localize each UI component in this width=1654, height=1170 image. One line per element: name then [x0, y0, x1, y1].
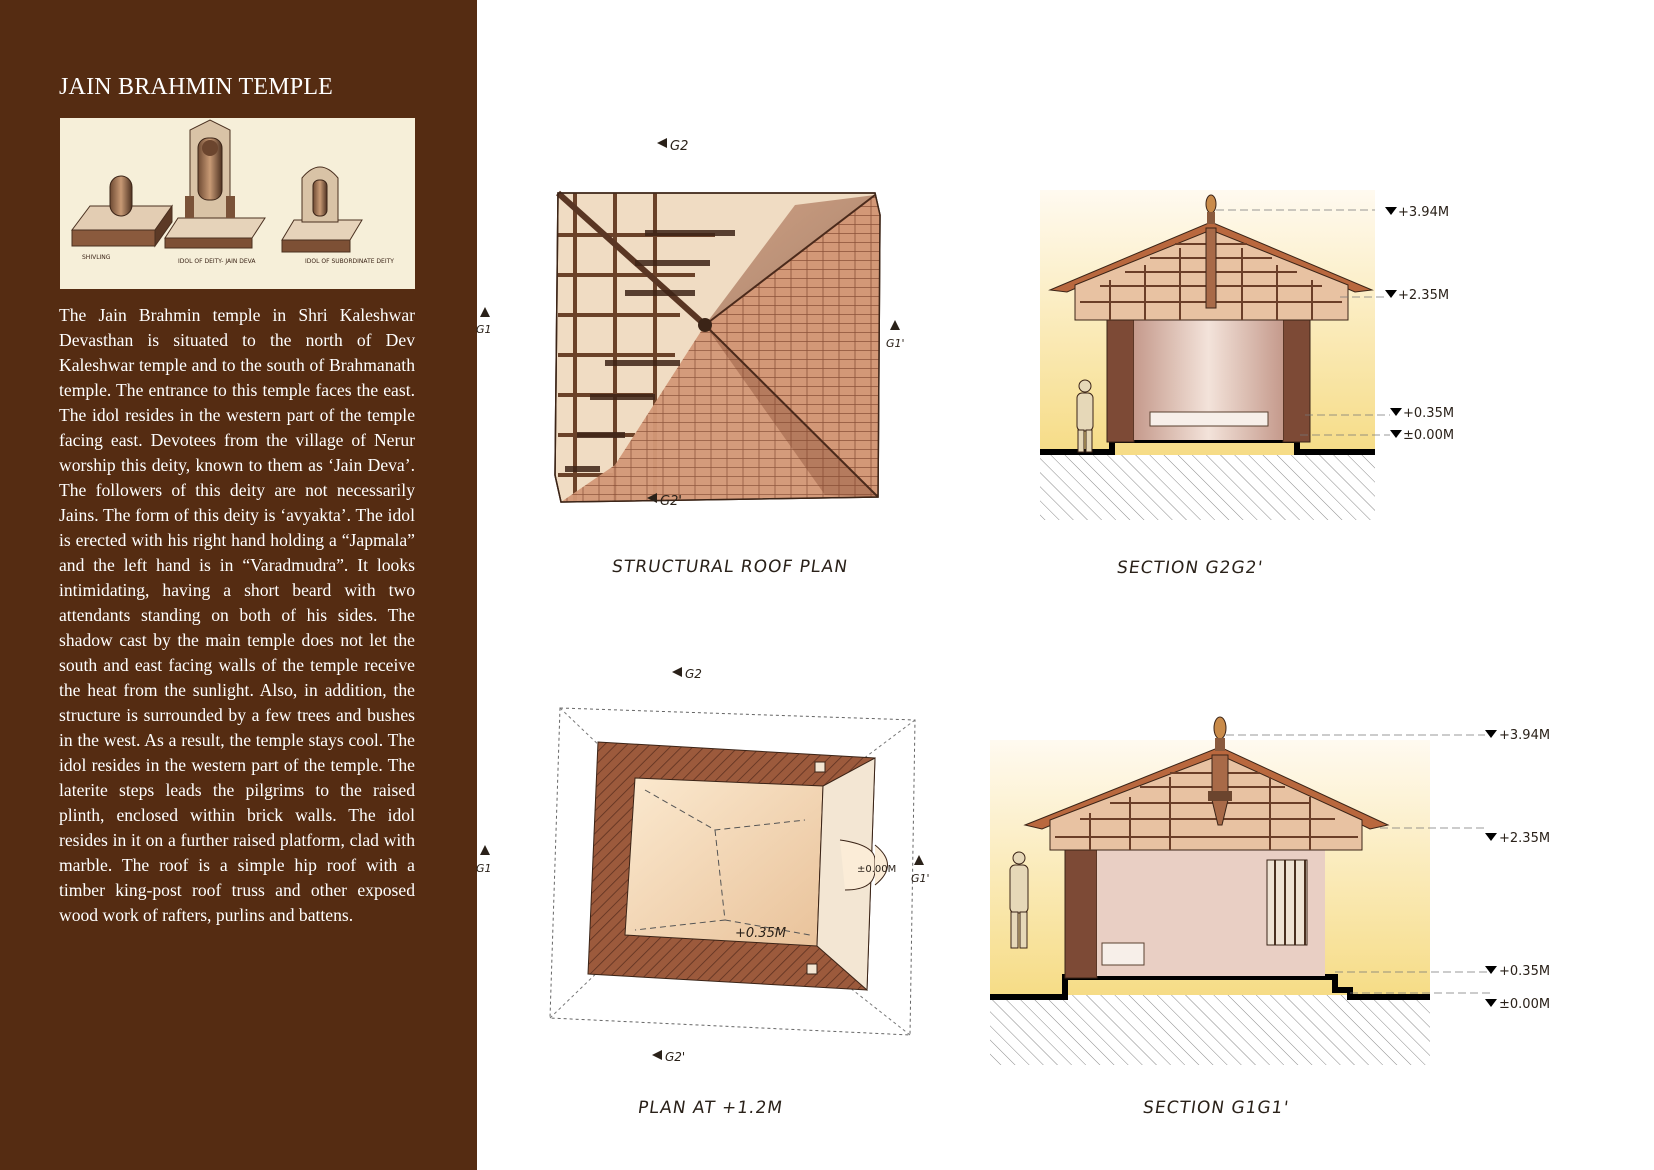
g1-level-235: +2.35M	[1499, 831, 1551, 846]
marker-g2-top: G2	[670, 139, 689, 154]
plan-marker-g1-right: G1'	[911, 872, 930, 885]
page-title: JAIN BRAHMIN TEMPLE	[59, 74, 334, 100]
plan-plinth-level: +0.35M	[735, 926, 787, 941]
subordinate-deity-sketch	[282, 167, 362, 252]
jain-deva-sketch	[165, 120, 265, 248]
caption-roof-plan: STRUCTURAL ROOF PLAN	[610, 557, 850, 577]
plan-entry-level: ±0.00M	[857, 864, 897, 875]
plan-marker-g1-left: G1	[476, 862, 492, 875]
g2-level-035: +0.35M	[1403, 406, 1455, 421]
plan-marker-g2-bottom: G2'	[665, 1050, 686, 1064]
g2-level-394: +3.94M	[1398, 205, 1450, 220]
section-g2g2	[1040, 190, 1480, 535]
temple-description: The Jain Brahmin temple in Shri Kaleshwar Devasthan is situated to the north of Dev Kaleshwar temple and to the south of Brahmanath temple. The entrance to this temple faces the east. The idol resides in the western part of the temple facing east. Devotees from the village of Nerur worship this deity, known to them as ‘Jain Deva’. The followers of this deity are not necessarily Jains. The form of this deity is ‘avyakta’. The idol is erected with his right hand holding a “Japmala” and the left hand is in “Varadmudra”. It looks intimidating, having a short beard with two attendants standing on both of his sides. The shadow cast by the main temple does not let the south and east facing walls of the temple receive the heat from the sunlight. Also, in addition, the structure is surrounded by a few trees and bushes in the west. As a result, the temple stays cool. The idol resides in the western part of the temple. The laterite steps leads the pilgrims to the raised plinth, enclosed within brick walls. The idol resides in it on a further raised platform, clad with marble. The roof is a simple hip roof with a timber king-post roof truss and other exposed wood work of rafters, purlins and battens.	[59, 305, 415, 925]
g2-level-000: ±0.00M	[1403, 428, 1455, 443]
floor-plan	[476, 650, 965, 1090]
plan-marker-g2-top: G2	[685, 667, 702, 681]
marker-g1-right: G1'	[886, 337, 905, 350]
shivling-sketch	[72, 176, 172, 246]
marker-g1-left: G1	[476, 323, 492, 336]
g1-level-035: +0.35M	[1499, 964, 1551, 979]
photo-label-shivling: SHIVLING	[82, 254, 111, 261]
idol-photo	[60, 118, 415, 289]
caption-floor-plan: PLAN AT +1.2M	[636, 1098, 785, 1118]
section-g1g1	[990, 715, 1570, 1075]
photo-label-jain-deva: IDOL OF DEITY- JAIN DEVA	[178, 258, 256, 265]
photo-label-subordinate: IDOL OF SUBORDINATE DEITY	[305, 258, 394, 265]
g1-level-000: ±0.00M	[1499, 997, 1551, 1012]
g1-level-394: +3.94M	[1499, 728, 1551, 743]
info-sidebar	[0, 0, 477, 1170]
caption-section-g2: SECTION G2G2'	[1115, 558, 1265, 578]
caption-section-g1: SECTION G1G1'	[1141, 1098, 1291, 1118]
structural-roof-plan	[476, 135, 935, 555]
marker-g2-bottom: G2'	[660, 494, 682, 509]
g2-level-235: +2.35M	[1398, 288, 1450, 303]
